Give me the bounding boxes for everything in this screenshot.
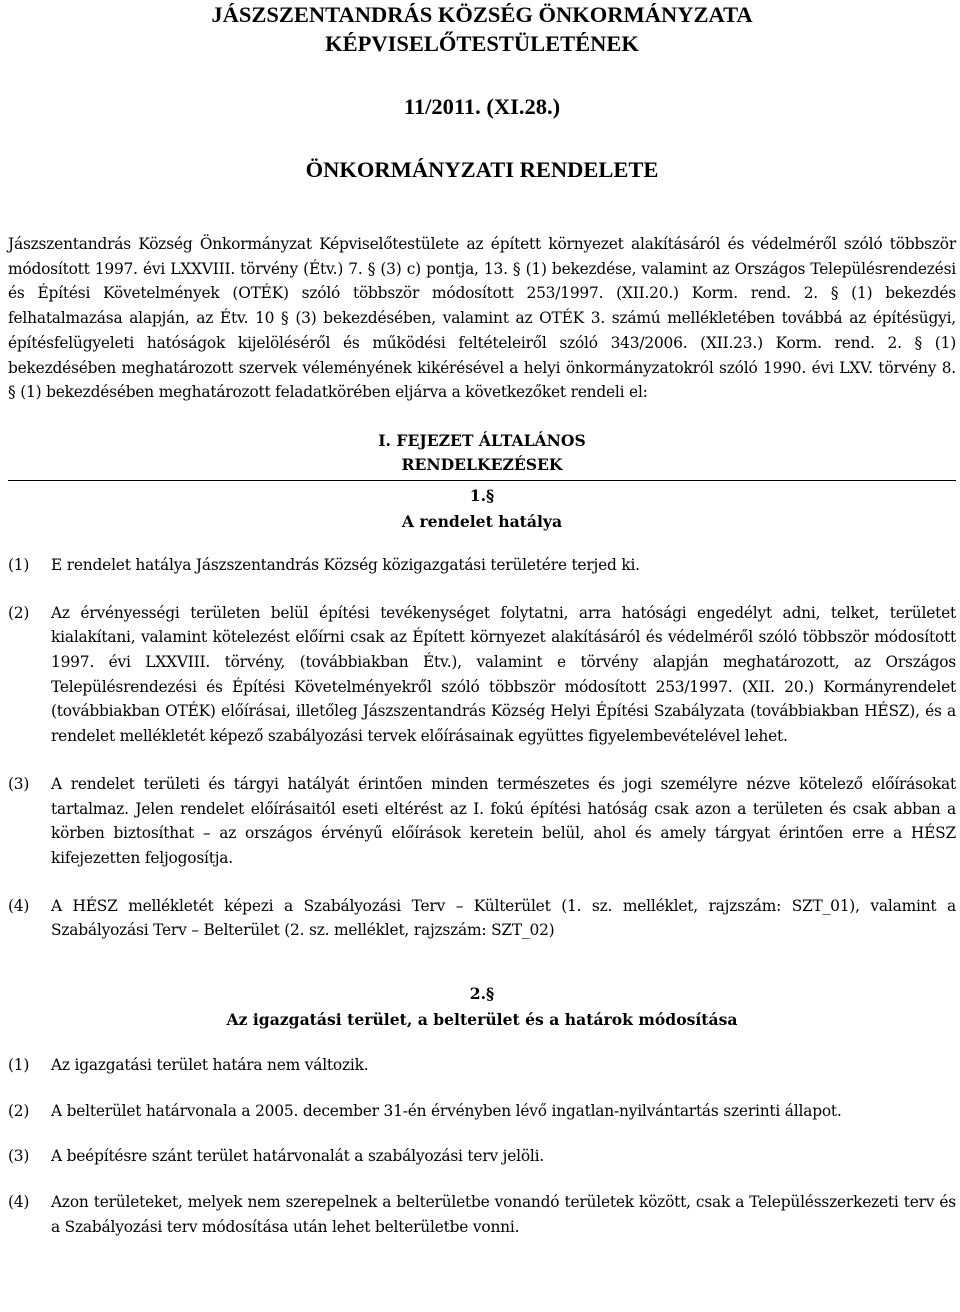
chapter-divider <box>8 480 956 481</box>
paragraph-number: (3) <box>8 1147 30 1166</box>
section-1-title: A rendelet hatálya <box>401 511 563 531</box>
decree-number: 11/2011. (XI.28.) <box>403 94 561 119</box>
chapter-title-line2: RENDELKEZÉSEK <box>401 454 563 474</box>
paragraph-number: (1) <box>8 555 30 574</box>
decree-type: ÖNKORMÁNYZATI RENDELETE <box>305 157 659 182</box>
paragraph <box>8 553 956 578</box>
paragraph <box>8 1190 956 1239</box>
chapter-heading <box>8 429 956 481</box>
paragraph-number: (1) <box>8 1056 30 1075</box>
paragraph-number: (2) <box>8 603 30 622</box>
title-body: KÉPVISELŐTESTÜLETÉNEK <box>325 31 639 56</box>
paragraph-text: Az érvényességi területen belül építési tevékenységet folytatni, arra hatósági engedélyt adni, telket, területet kialakítani, valamint kötelezést előírni csak az Épített környezet alakításáról és védelméről szóló többször módosított 1997. évi LXXVIII. törvény, (továbbiakban Étv.), valamint e törvény alapján meghatározott, az Országos Településrendezési és Építési Követelményekről szóló többször módosított 253/1997. (XII. 20.) Kormányrendelet (továbbiakban OTÉK) előírásai, illetőleg Jászszentandrás Község Helyi Építési Szabályzata (továbbiakban HÉSZ), és a rendelet mellékletét képező szabályozási tervek előírásainak együttes figyelembevételével lehet. <box>51 603 956 746</box>
document-page <box>8 0 956 1240</box>
chapter-title-line1: I. FEJEZET ÁLTALÁNOS <box>378 430 586 450</box>
paragraph <box>8 601 956 749</box>
paragraph-text: A beépítésre szánt terület határvonalát a szabályozási terv jelöli. <box>51 1147 545 1166</box>
paragraph-text: A belterület határvonala a 2005. december 31-én érvényben lévő ingatlan-nyilvántartás szerinti állapot. <box>51 1101 842 1120</box>
paragraph <box>8 772 956 871</box>
paragraph <box>8 894 956 943</box>
paragraph-number: (3) <box>8 774 30 793</box>
paragraph <box>8 1053 956 1078</box>
paragraph-number: (4) <box>8 896 30 915</box>
paragraph-text: A rendelet területi és tárgyi hatályát érintően minden természetes és jogi személyre nézve kötelező előírásokat tartalmaz. Jelen rendelet előírásaitól eseti eltérést az I. fokú építési hatóság csak azon a területen és csak abban a körben biztosíthat – az országos érvényű előírások keretein belül, ahol és amely tárgyat érintően erre a HÉSZ kifejezetten feljogosítja. <box>51 774 956 867</box>
paragraph-number: (4) <box>8 1193 30 1212</box>
paragraph-text: E rendelet hatálya Jászszentandrás Község közigazgatási területére terjed ki. <box>51 555 640 574</box>
paragraph-text: Az igazgatási terület határa nem változik. <box>51 1056 369 1075</box>
paragraph <box>8 1144 956 1169</box>
paragraph <box>8 1099 956 1124</box>
paragraph-number: (2) <box>8 1101 30 1120</box>
preamble: Jászszentandrás Község Önkormányzat Képviselőtestülete az épített környezet alakításáról és védelméről szóló többször módosított 1997. évi LXXVIII. törvény (Étv.) 7. § (3) c) pontja, 13. § (1) bekezdése, valamint az Országos Településrendezési és Építési Követelmények (OTÉK) szóló többször módosított 253/1997. (XII.20.) Korm. rend. 2. § (1) bekezdés felhatalmazása alapján, az Étv. 10 § (3) bekezdésében, valamint az OTÉK 3. számú mellékletében továbbá az építésügyi, építésfelügyeleti hatóságok kijelöléséről és működési feltételeiről szóló 343/2006. (XII.23.) Korm. rend. 2. § (1) bekezdésében meghatározott szervek véleményének kikérésével a helyi önkormányzatokról szóló 1990. évi LXV. törvény 8. § (1) bekezdésében meghatározott feladatkörében eljárva a következőket rendeli el: <box>8 235 956 402</box>
section-2-title: Az igazgatási terület, a belterület és a határok módosítása <box>226 1010 738 1030</box>
title-municipality: JÁSZSZENTANDRÁS KÖZSÉG ÖNKORMÁNYZATA <box>211 2 753 27</box>
section-1-number: 1.§ <box>469 485 495 505</box>
paragraph-text: A HÉSZ mellékletét képezi a Szabályozási Terv – Külterület (1. sz. melléklet, rajzszám: SZT_01), valamint a Szabályozási Terv – Belterület (2. sz. melléklet, rajzszám: SZT_02) <box>51 896 956 940</box>
paragraph-text: Azon területeket, melyek nem szerepelnek a belterületbe vonandó területek között, csak a Településszerkezeti terv és a Szabályozási terv módosítása után lehet belterületbe vonni. <box>51 1193 956 1236</box>
section-2-number: 2.§ <box>469 984 495 1004</box>
